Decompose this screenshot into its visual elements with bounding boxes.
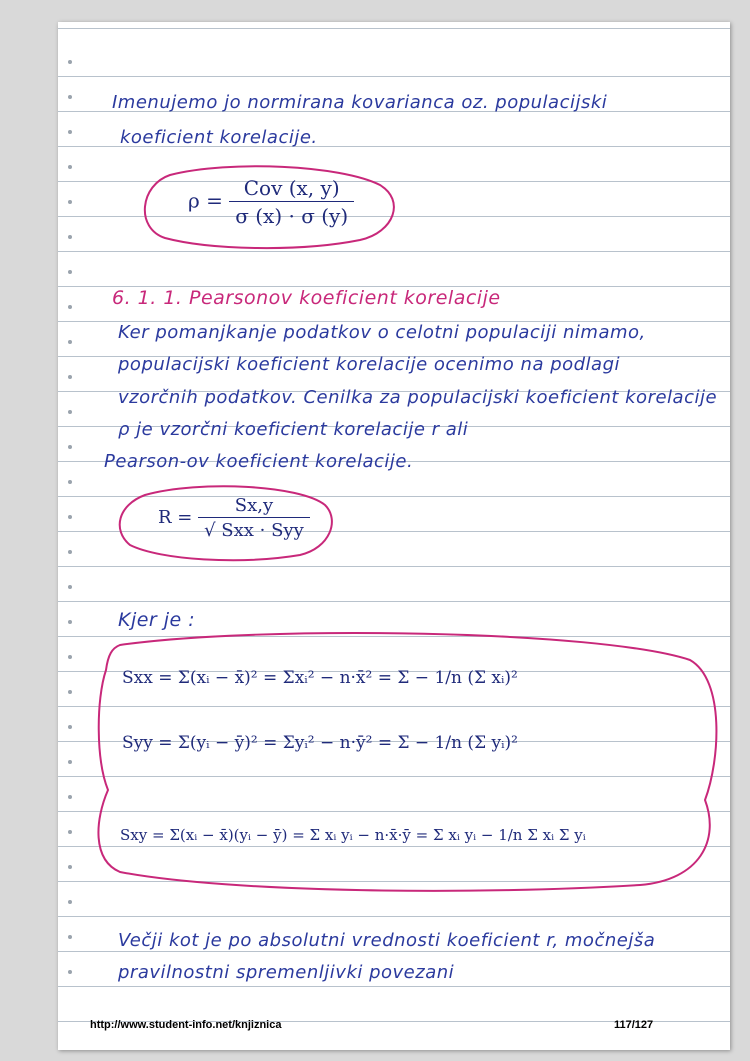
- rho-numerator: Cov (x, y): [229, 176, 354, 202]
- rho-denominator: σ (x) · σ (y): [235, 204, 349, 228]
- conclusion-line-1: Večji kot je po absolutni vrednosti koeficient r, močnejša: [118, 930, 656, 951]
- footer-page-number: 117/127: [614, 1019, 654, 1031]
- r-formula: [158, 495, 310, 541]
- section-line-4: ρ je vzorčni koeficient korelacije r ali: [118, 419, 469, 440]
- section-line-2: populacijski koeficient korelacije ocenimo na podlagi: [118, 354, 621, 375]
- rho-formula: [188, 176, 354, 228]
- section-line-5: Pearson-ov koeficient korelacije.: [104, 451, 414, 472]
- section-heading: 6. 1. 1. Pearsonov koeficient korelacije: [112, 287, 501, 309]
- where-label: Kjer je :: [118, 609, 196, 631]
- conclusion-line-2: pravilnostni spremenljivki povezani: [118, 962, 455, 983]
- section-line-1: Ker pomanjkanje podatkov o celotni populaciji nimamo,: [118, 322, 646, 343]
- r-fraction: [198, 495, 310, 541]
- rho-formula-lhs: ρ =: [188, 188, 223, 213]
- rho-fraction: [229, 176, 354, 228]
- r-formula-lhs: R =: [158, 507, 193, 528]
- intro-line-2: koeficient korelacije.: [120, 127, 318, 148]
- r-denominator: √ Sxx · Syy: [204, 520, 304, 541]
- intro-line-1: Imenujemo jo normirana kovarianca oz. populacijski: [112, 92, 608, 113]
- footer-url: http://www.student-info.net/knjiznica: [90, 1019, 282, 1031]
- syy-definition: Syy = Σ(yᵢ − ȳ)² = Σyᵢ² − n·ȳ² = Σ − 1/n (Σ yᵢ)²: [122, 733, 518, 753]
- sxy-definition: Sxy = Σ(xᵢ − x̄)(yᵢ − ȳ) = Σ xᵢ yᵢ − n·x̄·ȳ = Σ xᵢ yᵢ − 1/n Σ xᵢ Σ yᵢ: [120, 826, 586, 844]
- sxx-definition: Sxx = Σ(xᵢ − x̄)² = Σxᵢ² − n·x̄² = Σ − 1/n (Σ xᵢ)²: [122, 668, 518, 688]
- section-line-3: vzorčnih podatkov. Cenilka za populacijski koeficient korelacije: [118, 387, 718, 408]
- r-numerator: Sx,y: [198, 495, 310, 518]
